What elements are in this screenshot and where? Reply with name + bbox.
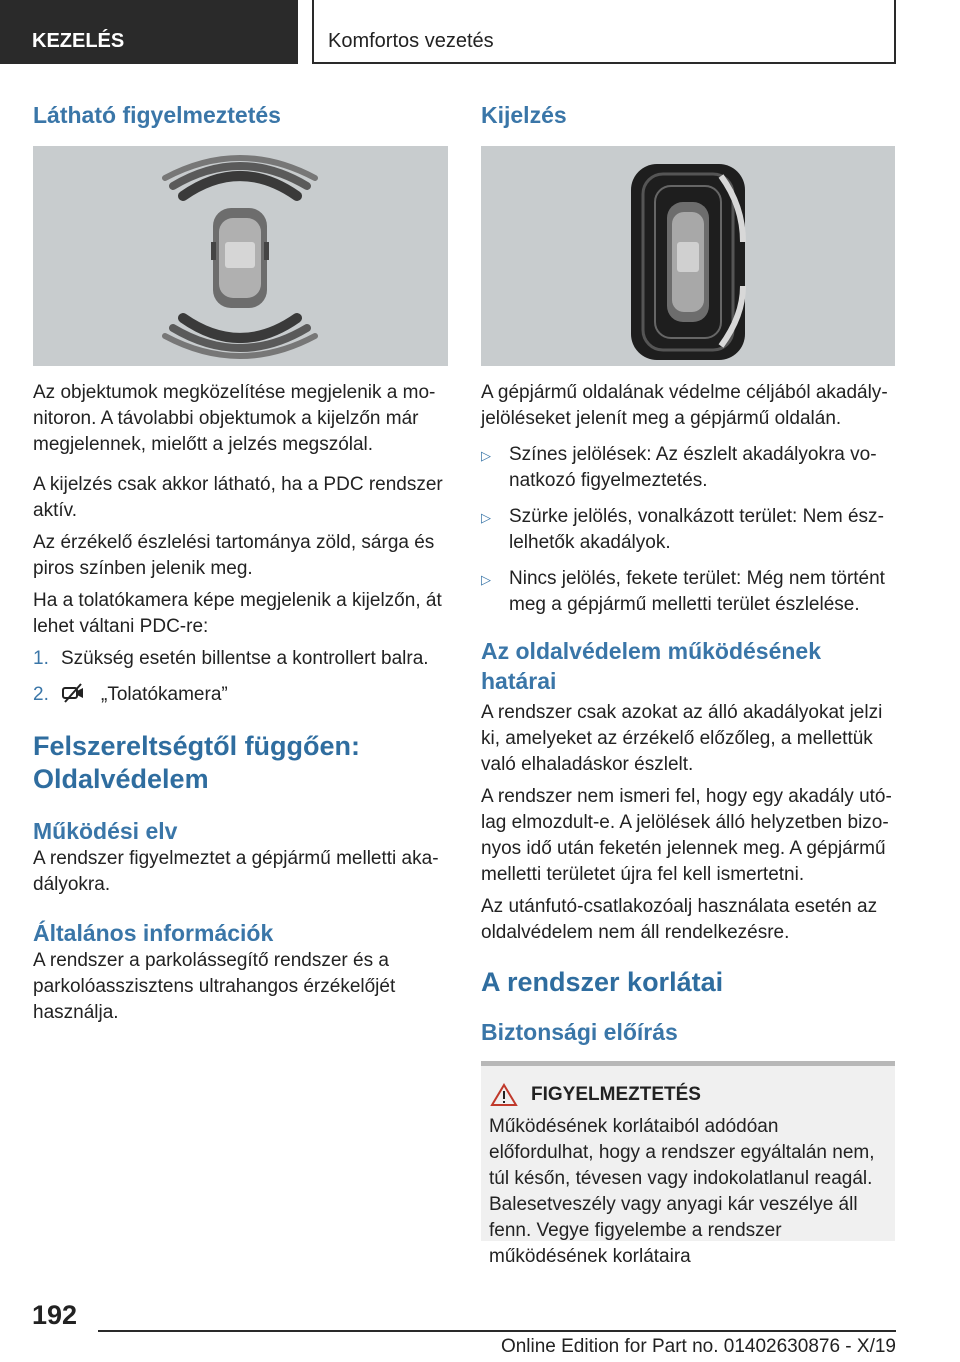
triangle-bullet-icon: ▷ xyxy=(481,572,491,587)
paragraph: Az érzékelő észlelési tartománya zöld, sárga és piros színben jelenik meg. xyxy=(33,532,435,579)
list-item-text: Szürke jelölés, vonalkázott terület: Nem észlelhetők akadályok. xyxy=(509,506,884,553)
list-item-text: Nincs jelölés, fekete terület: Még nem történt meg a gépjármű melletti terület észlelése. xyxy=(509,568,885,615)
right-column xyxy=(481,100,895,1267)
warning-box xyxy=(481,1061,895,1267)
list-item xyxy=(481,504,895,556)
heading-visual-warning: Látható figyelmeztetés xyxy=(33,102,281,128)
paragraph: A rendszer figyelmeztet a gépjármű melletti akadályokra. xyxy=(33,848,439,895)
step-item xyxy=(33,682,448,712)
page-number: 192 xyxy=(32,1300,78,1330)
step-list xyxy=(33,646,448,712)
heading-limits-side-protection: Az oldalvédelem működésének határai xyxy=(481,638,822,694)
heading-side-protection: Felszereltségtől függően: Oldalvédelem xyxy=(33,731,361,794)
step-number: 1. xyxy=(33,648,49,669)
list-item xyxy=(481,442,895,494)
step-number: 2. xyxy=(33,684,49,705)
warning-text: Működésének korlátaiból adódóan előfordulhat, hogy a rendszer egyáltalán nem, túl későn, tévesen vagy indokolatlanul reagál. Balesetveszély vagy anyagi kár veszélye áll fenn. Vegye figyelembe a rendszer működésének korlátaira xyxy=(489,1116,875,1267)
step-text: Szükség esetén billentse a kontrollert balra. xyxy=(61,648,429,669)
rear-camera-icon xyxy=(61,682,87,712)
paragraph: A kijelzés csak akkor látható, ha a PDC rendszer aktív. xyxy=(33,474,443,521)
side-protection-illustration xyxy=(481,146,895,366)
footer-edition: Online Edition for Part no. 01402630876 - X/19 xyxy=(500,1336,896,1357)
paragraph: A rendszer a parkolássegítő rendszer és a parkolóasszisztens ultrahangos érzékelőjét használja. xyxy=(33,950,396,1023)
pdc-car-graphic xyxy=(33,146,448,366)
paragraph: Ha a tolatókamera képe megjelenik a kijelzőn, át lehet váltani PDC-re: xyxy=(33,590,442,637)
paragraph: A rendszer nem ismeri fel, hogy egy akadály utólag elmozdult-e. A jelölések álló helyzetben bizonyos idő után feketén jelennek meg. A gépjármű melletti területet újra fel kell ismertetni. xyxy=(481,786,892,885)
heading-system-limits: A rendszer korlátai xyxy=(481,967,724,997)
pdc-illustration xyxy=(33,146,448,366)
warning-title: FIGYELMEZTETÉS xyxy=(531,1084,701,1105)
paragraph: A rendszer csak azokat az álló akadályokat jelzi ki, amelyeket az érzékelő előzőleg, a mellettük való elhaladáskor észlelt. xyxy=(481,702,883,775)
triangle-bullet-icon: ▷ xyxy=(481,448,491,463)
list-item xyxy=(481,566,895,618)
side-protection-graphic xyxy=(481,146,895,366)
bullet-list xyxy=(481,442,895,618)
paragraph: Az objektumok megközelítése megjelenik a monitoron. A távolabbi objektumok a kijelzőn már megjelennek, mielőtt a jelzés megszólal. xyxy=(33,382,436,455)
paragraph: Az utánfutó-csatlakozóalj használata esetén az oldalvédelem nem áll rendelkezésre. xyxy=(481,896,878,943)
warning-header xyxy=(489,1084,887,1106)
left-column xyxy=(33,100,448,1026)
heading-general-info: Általános információk xyxy=(33,920,274,946)
step-item xyxy=(33,646,448,672)
heading-safety-notice: Biztonsági előírás xyxy=(481,1019,678,1045)
step-text: „Tolatókamera” xyxy=(101,684,228,705)
list-item-text: Színes jelölések: Az észlelt akadályokra vonatkozó figyelmeztetés. xyxy=(509,444,877,491)
header-section: KEZELÉS xyxy=(0,0,298,64)
triangle-bullet-icon: ▷ xyxy=(481,510,491,525)
footer-divider xyxy=(98,1330,896,1332)
warning-triangle-icon xyxy=(491,1084,517,1106)
heading-display: Kijelzés xyxy=(481,102,567,128)
heading-principle: Működési elv xyxy=(33,818,178,844)
header-chapter: Komfortos vezetés xyxy=(312,0,896,64)
paragraph: A gépjármű oldalának védelme céljából akadályjelöléseket jelenít meg a gépjármű oldalán. xyxy=(481,382,888,429)
